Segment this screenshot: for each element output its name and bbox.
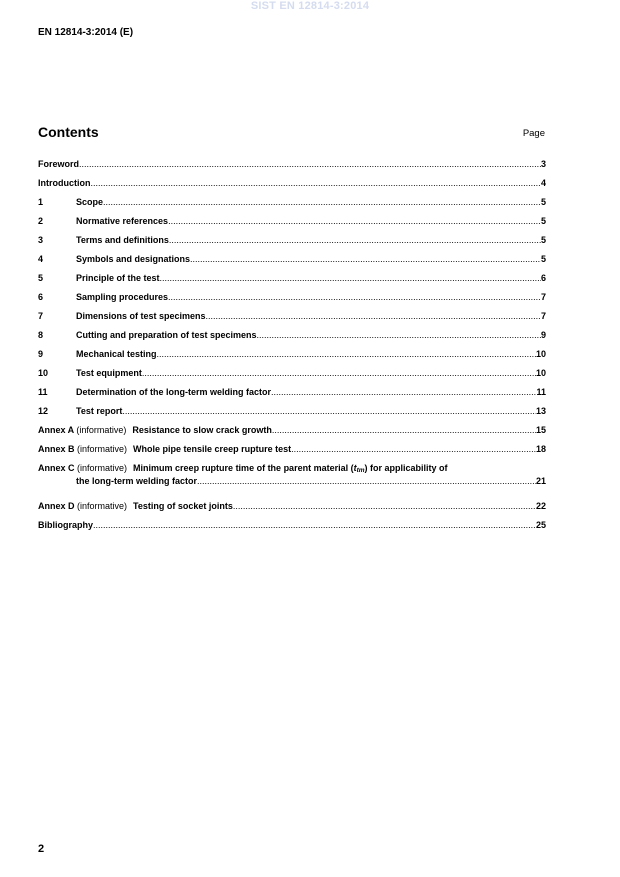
clause-number: 7 [38, 311, 44, 321]
toc-entry-page: 15 [535, 425, 546, 435]
toc-entry-title: Whole pipe tensile creep rupture test [133, 444, 292, 454]
toc-entry-annex-c[interactable] [38, 461, 546, 499]
toc-entry-title: Test report [76, 406, 123, 416]
dot-leader [168, 216, 541, 227]
toc-entry-page: 21 [535, 476, 546, 486]
toc-entry-clause-7[interactable] [38, 309, 546, 328]
dot-leader [291, 444, 536, 455]
toc-entry-title: Test equipment [76, 368, 142, 378]
dot-leader [79, 159, 541, 170]
dot-leader [160, 273, 541, 284]
toc-entry-title: Foreword [38, 159, 80, 169]
clause-number: 2 [38, 216, 44, 226]
clause-number: 6 [38, 292, 44, 302]
toc-entry-clause-2[interactable] [38, 214, 546, 233]
annex-label: Annex D [38, 501, 75, 511]
dot-leader [103, 197, 541, 208]
toc-entry-title: Normative references [76, 216, 169, 226]
annex-label: Annex C [38, 463, 75, 473]
toc-entry-page: 5 [540, 254, 546, 264]
toc-entry-title: Symbols and designations [76, 254, 191, 264]
toc-entry-page: 7 [540, 311, 546, 321]
annex-type: (informative) [76, 425, 127, 435]
table-of-contents [38, 157, 546, 537]
annex-label: Annex A [38, 425, 74, 435]
toc-entry-clause-5[interactable] [38, 271, 546, 290]
toc-entry-title: Sampling procedures [76, 292, 169, 302]
toc-entry-annex-b[interactable] [38, 442, 546, 461]
annex-type: (informative) [77, 463, 128, 473]
toc-entry-clause-4[interactable] [38, 252, 546, 271]
toc-entry-page: 25 [535, 520, 546, 530]
toc-entry-title: Principle of the test [76, 273, 160, 283]
toc-entry-clause-6[interactable] [38, 290, 546, 309]
toc-entry-page: 6 [540, 273, 546, 283]
dot-leader [91, 178, 541, 189]
clause-number: 9 [38, 349, 44, 359]
toc-entry-annex-a[interactable] [38, 423, 546, 442]
annex-prefix [38, 425, 126, 436]
toc-entry-page: 22 [535, 501, 546, 511]
annex-prefix [38, 444, 127, 455]
toc-entry-title: Testing of socket joints [133, 501, 233, 511]
subscript-tm: tm [356, 467, 365, 474]
toc-entry-page: 10 [535, 349, 546, 359]
dot-leader [168, 292, 541, 303]
dot-leader [197, 476, 536, 487]
clause-number: 3 [38, 235, 44, 245]
contents-heading: Contents [38, 124, 99, 140]
toc-entry-clause-8[interactable] [38, 328, 546, 347]
clause-number: 8 [38, 330, 44, 340]
toc-entry-title: Mechanical testing [76, 349, 157, 359]
document-id: EN 12814-3:2014 (E) [38, 27, 134, 38]
toc-entry-title: Dimensions of test specimens [76, 311, 206, 321]
dot-leader [233, 501, 536, 512]
page-number: 2 [38, 843, 45, 855]
toc-entry-page: 3 [540, 159, 546, 169]
toc-entry-title: Terms and definitions [76, 235, 169, 245]
dot-leader [93, 520, 536, 531]
toc-entry-clause-10[interactable] [38, 366, 546, 385]
toc-entry-title: Minimum creep rupture time of the parent material (ttm) for applicability of [133, 463, 448, 474]
dot-leader [272, 425, 536, 436]
toc-entry-clause-1[interactable] [38, 195, 546, 214]
dot-leader [271, 387, 536, 398]
toc-entry-page: 7 [540, 292, 546, 302]
annex-prefix [38, 501, 127, 512]
dot-leader [157, 349, 536, 360]
symbol-t: t [353, 463, 357, 473]
toc-entry-page: 11 [536, 387, 546, 397]
toc-entry-annex-d[interactable] [38, 499, 546, 518]
toc-entry-title: Determination of the long-term welding factor [76, 387, 272, 397]
toc-entry-bibliography[interactable] [38, 518, 546, 537]
dot-leader [122, 406, 536, 417]
dot-leader [257, 330, 541, 341]
dot-leader [206, 311, 541, 322]
toc-entry-page: 10 [535, 368, 546, 378]
toc-entry-page: 5 [540, 216, 546, 226]
annex-label: Annex B [38, 444, 75, 454]
clause-number: 11 [38, 387, 48, 397]
dot-leader [142, 368, 536, 379]
toc-entry-title: Cutting and preparation of test specimens [76, 330, 257, 340]
toc-entry-introduction[interactable] [38, 176, 546, 195]
toc-entry-clause-11[interactable] [38, 385, 546, 404]
toc-entry-title-continued: the long-term welding factor [76, 476, 198, 486]
toc-entry-title: Introduction [38, 178, 91, 188]
toc-entry-title: Scope [76, 197, 104, 207]
clause-number: 10 [38, 368, 49, 378]
toc-entry-page: 18 [535, 444, 546, 454]
clause-number: 4 [38, 254, 44, 264]
clause-number: 1 [38, 197, 44, 207]
toc-entry-foreword[interactable] [38, 157, 546, 176]
page-column-label: Page [522, 128, 545, 139]
toc-entry-clause-9[interactable] [38, 347, 546, 366]
dot-leader [190, 254, 541, 265]
toc-entry-clause-3[interactable] [38, 233, 546, 252]
toc-entry-page: 9 [540, 330, 546, 340]
watermark: SIST EN 12814-3:2014 [250, 0, 370, 12]
toc-entry-title: Bibliography [38, 520, 94, 530]
annex-type: (informative) [77, 444, 128, 454]
annex-type: (informative) [77, 501, 128, 511]
toc-entry-page: 5 [540, 235, 546, 245]
toc-entry-title: Resistance to slow crack growth [132, 425, 272, 435]
dot-leader [169, 235, 541, 246]
toc-entry-page: 5 [540, 197, 546, 207]
toc-entry-page: 13 [535, 406, 546, 416]
toc-entry-page: 4 [540, 178, 546, 188]
clause-number: 5 [38, 273, 44, 283]
toc-entry-clause-12[interactable] [38, 404, 546, 423]
annex-prefix [38, 463, 127, 474]
clause-number: 12 [38, 406, 49, 416]
